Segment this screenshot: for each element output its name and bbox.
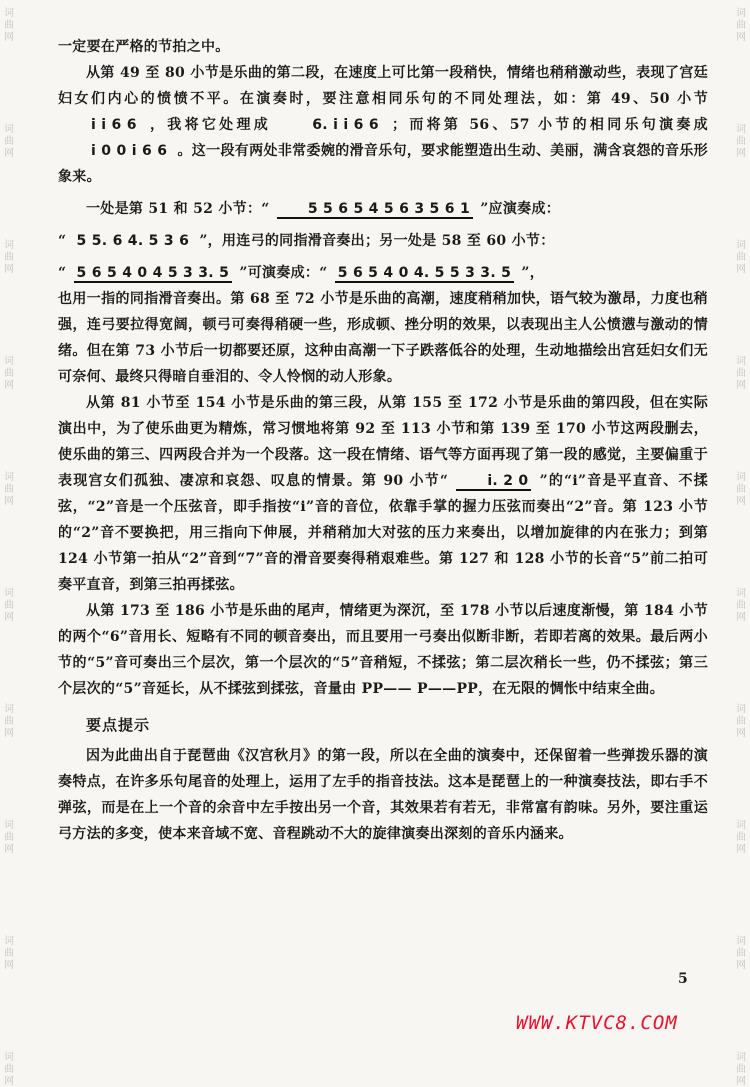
watermark-char: 曲 bbox=[736, 484, 746, 495]
section-title-key-points: 要点提示 bbox=[86, 716, 151, 734]
notation-bars-58-60: 5 6 5 4 0 4 5 3 3. 5 bbox=[74, 265, 233, 283]
watermark-char: 词 bbox=[4, 8, 14, 19]
watermark-char: 词 bbox=[4, 704, 14, 715]
watermark-char: 网 bbox=[4, 380, 14, 391]
notation-played-51-52: 5 5. 6 4. 5 3 6 bbox=[76, 233, 190, 249]
watermark-char: 词 bbox=[736, 820, 746, 831]
watermark-char: 词 bbox=[4, 820, 14, 831]
watermark-left bbox=[2, 0, 16, 1087]
watermark-right bbox=[734, 0, 748, 1087]
watermark-char: 曲 bbox=[4, 368, 14, 379]
paragraph-4-text-b: ”可演奏成：“ bbox=[239, 265, 328, 281]
watermark-char: 网 bbox=[4, 728, 14, 739]
watermark-char: 词 bbox=[4, 936, 14, 947]
watermark-char: 网 bbox=[736, 264, 746, 275]
watermark-char: 词 bbox=[736, 8, 746, 19]
watermark-char: 曲 bbox=[4, 948, 14, 959]
paragraph-6-text-b: ”的“i”音是平直音、不揉弦，“2”音是一个压弦音，即手指按“i”音的音位，依靠手掌的握力压弦而奏出“2”音。第 123 小节的“2”音不要换把，用三指向下伸展，并稍稍加大对弦的压力来奏出，以增加旋律的内在张力；到第 124 小节第一拍从“2”音到“7”音的滑音要奏得稍艰难些。第 127 和 128 小节的长音“5”前二拍可奏平直音，到第三拍再揉弦。 bbox=[58, 473, 708, 593]
site-watermark: WWW.KTVC8.COM bbox=[516, 1012, 678, 1034]
watermark-char: 网 bbox=[736, 1076, 746, 1087]
paragraph-4-text-a: “ bbox=[58, 265, 67, 281]
watermark-char: 网 bbox=[4, 148, 14, 159]
watermark-char: 网 bbox=[736, 844, 746, 855]
paragraph-5: 也用一指的同指滑音奏出。第 68 至 72 小节是乐曲的高潮，速度稍稍加快，语气较为激昂，力度也稍强，连弓要拉得宽阔，顿弓可奏得稍硬一些，形成顿、挫分明的效果，以表现出主人公愤懑与激动的情绪。但在第 73 小节后一切都要还原，这种由高潮一下子跌落低谷的处理，生动地描绘出宫廷妇女们无可奈何、最终只得暗自垂泪的、令人怜悯的动人形象。 bbox=[58, 291, 708, 385]
watermark-char: 网 bbox=[736, 728, 746, 739]
watermark-char: 词 bbox=[4, 472, 14, 483]
notation-bars-51-52: 5 5 6 5 4 5 6 3 5 6 1 bbox=[277, 201, 473, 219]
watermark-char: 网 bbox=[4, 844, 14, 855]
watermark-char: 曲 bbox=[4, 20, 14, 31]
paragraph-6 bbox=[58, 390, 708, 598]
watermark-char: 曲 bbox=[4, 832, 14, 843]
watermark-char: 词 bbox=[4, 240, 14, 251]
watermark-char: 曲 bbox=[736, 948, 746, 959]
watermark-char: 词 bbox=[736, 588, 746, 599]
watermark-char: 曲 bbox=[736, 832, 746, 843]
watermark-char: 曲 bbox=[4, 136, 14, 147]
watermark-char: 网 bbox=[736, 148, 746, 159]
paragraph-3-text-b: ”，用连弓的同指滑音奏出；另一处是 58 至 60 小节： bbox=[199, 233, 555, 249]
watermark-char: 曲 bbox=[736, 136, 746, 147]
notation-bars-49-50: i i 6 6 bbox=[91, 117, 137, 133]
watermark-char: 网 bbox=[4, 960, 14, 971]
page-number: 5 bbox=[678, 971, 688, 987]
paragraph-0: 一定要在严格的节拍之中。 bbox=[58, 39, 230, 55]
paragraph-3 bbox=[58, 228, 708, 254]
paragraph-2-text-b: ”应演奏成： bbox=[480, 201, 561, 217]
paragraph-2-text-a: 一处是第 51 和 52 小节：“ bbox=[86, 201, 270, 217]
watermark-char: 词 bbox=[4, 1052, 14, 1063]
watermark-char: 网 bbox=[736, 380, 746, 391]
watermark-char: 网 bbox=[736, 960, 746, 971]
paragraph-1-text-a: 从第 49 至 80 小节是乐曲的第二段，在速度上可比第一段稍快，情绪也稍稍激动些，表现了宫廷妇女们内心的愤愤不平。在演奏时，要注意相同乐句的不同处理法，如：第 49、50 小节 bbox=[58, 65, 708, 107]
watermark-char: 词 bbox=[736, 124, 746, 135]
watermark-char: 曲 bbox=[736, 20, 746, 31]
notation-bar-90: i. 2 0 bbox=[456, 473, 531, 491]
watermark-char: 网 bbox=[736, 32, 746, 43]
paragraph-1-text-c: ；而将第 56、57 小节的相同乐句演奏成 bbox=[392, 117, 708, 133]
watermark-char: 曲 bbox=[736, 368, 746, 379]
watermark-char: 曲 bbox=[736, 600, 746, 611]
watermark-char: 曲 bbox=[736, 1064, 746, 1075]
watermark-char: 网 bbox=[736, 612, 746, 623]
watermark-char: 网 bbox=[736, 496, 746, 507]
watermark-char: 曲 bbox=[4, 600, 14, 611]
watermark-char: 词 bbox=[736, 472, 746, 483]
paragraph-4 bbox=[58, 260, 708, 286]
watermark-char: 词 bbox=[4, 124, 14, 135]
watermark-char: 词 bbox=[736, 936, 746, 947]
watermark-char: 网 bbox=[4, 264, 14, 275]
document-body bbox=[58, 34, 708, 847]
watermark-char: 曲 bbox=[4, 1064, 14, 1075]
watermark-char: 词 bbox=[736, 1052, 746, 1063]
watermark-char: 网 bbox=[4, 32, 14, 43]
watermark-char: 网 bbox=[4, 1076, 14, 1087]
notation-played-58-60: 5 6 5 4 0 4. 5 5 3 3. 5 bbox=[335, 265, 514, 283]
watermark-char: 网 bbox=[4, 612, 14, 623]
paragraph-4-text-c: ”， bbox=[521, 265, 545, 281]
watermark-char: 词 bbox=[736, 704, 746, 715]
paragraph-1 bbox=[58, 60, 708, 190]
watermark-char: 曲 bbox=[4, 252, 14, 263]
paragraph-7: 从第 173 至 186 小节是乐曲的尾声，情绪更为深沉，至 178 小节以后速度渐慢，第 184 小节的两个“6”音用长、短略有不同的顿音奏出，而且要用一弓奏出似断非断，若即若离的效果。最后两小节的“5”音可奏出三个层次，第一个层次的“5”音稍短，不揉弦；第二层次稍长一些，仍不揉弦；第三个层次的“5”音延长，从不揉弦到揉弦，音量由 PP—— P——PP，在无限的惆怅中结束全曲。 bbox=[58, 603, 708, 697]
paragraph-8: 因为此曲出自于琵琶曲《汉宫秋月》的第一段，所以在全曲的演奏中，还保留着一些弹拨乐器的演奏特点，在许多乐句尾音的处理上，运用了左手的指音技法。这本是琵琶上的一种演奏技法，即右手不弹弦，而是在上一个音的余音中左手按出另一个音，其效果若有若无，非常富有韵味。另外，要注重运弓方法的多变，使本来音域不宽、音程跳动不大的旋律演奏出深刻的音乐内涵来。 bbox=[58, 748, 708, 842]
paragraph-3-text-a: “ bbox=[58, 233, 67, 249]
watermark-char: 词 bbox=[736, 356, 746, 367]
watermark-char: 曲 bbox=[4, 716, 14, 727]
paragraph-2 bbox=[58, 196, 708, 222]
watermark-char: 词 bbox=[736, 240, 746, 251]
paragraph-1-text-b: ，我将它处理成 bbox=[149, 117, 272, 133]
watermark-char: 网 bbox=[4, 496, 14, 507]
watermark-char: 曲 bbox=[736, 252, 746, 263]
paragraph-6-text-a: 从第 81 小节至 154 小节是乐曲的第三段，从第 155 至 172 小节是乐曲的第四段，但在实际演出中，为了使乐曲更为精炼，常习惯地将第 92 至 113 小节和第 139 至 170 小节这两段删去，使乐曲的第三、四两段合并为一个段落。这一段在情绪、语气等方面再现了第一段的感觉，主要偏重于表现宫女们孤独、凄凉和哀怨、叹息的情景。第 90 小节“ bbox=[58, 395, 708, 489]
watermark-char: 曲 bbox=[4, 484, 14, 495]
paragraph-1-text-d: 。这一段有两处非常委婉的滑音乐句，要求能塑造出生动、美丽，满含哀怨的音乐形象来。 bbox=[58, 143, 708, 185]
watermark-char: 曲 bbox=[736, 716, 746, 727]
notation-bars-56-57: i 0 0 i 6 6 bbox=[91, 143, 168, 159]
watermark-char: 词 bbox=[4, 356, 14, 367]
notation-processed-49-50: 6. i i 6 6 bbox=[312, 117, 379, 133]
watermark-char: 词 bbox=[4, 588, 14, 599]
